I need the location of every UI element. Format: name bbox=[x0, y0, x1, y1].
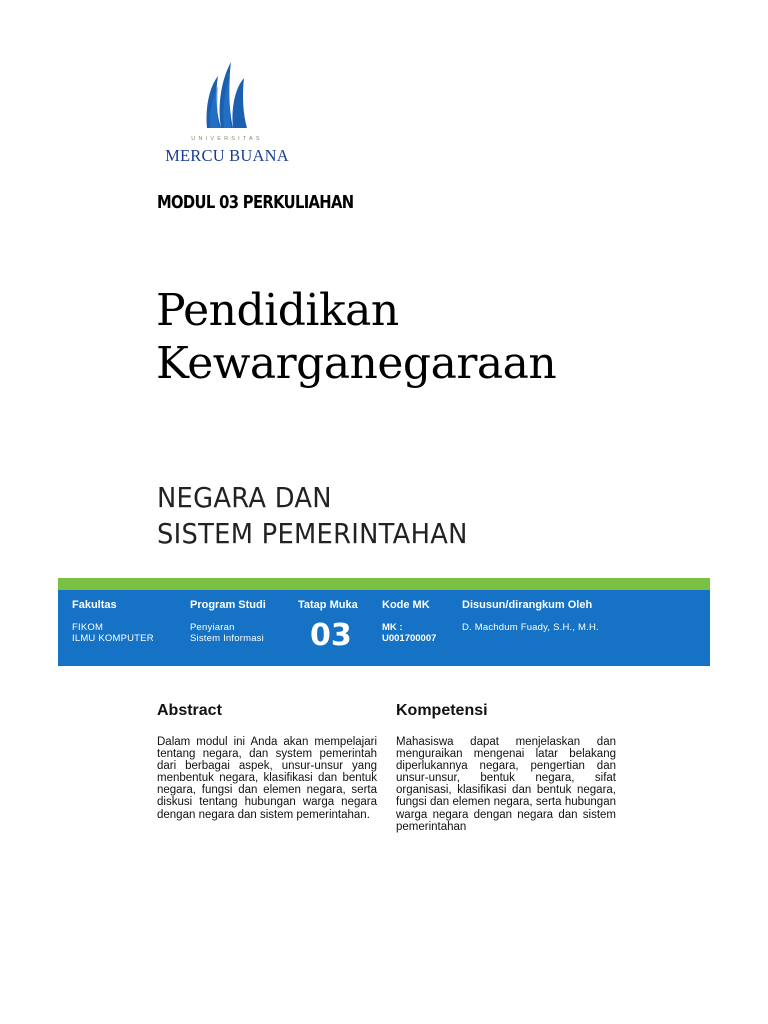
kompetensi-heading: Kompetensi bbox=[396, 702, 488, 719]
kode-mk-header: Kode MK bbox=[382, 599, 430, 611]
title-line-1: Pendidikan bbox=[156, 285, 399, 336]
fakultas-value: FIKOM bbox=[72, 622, 104, 633]
university-label: UNIVERSITAS bbox=[191, 136, 263, 142]
kompetensi-body: Mahasiswa dapat menjelaskan dan menguraikan mengenai latar belakang diperlukannya negara, pengertian dan unsur-unsur, bentuk negara, sifat organisasi, klasifikasi dan bentuk negara, fungsi dan elemen negara, serta hubungan warga negara dengan negara dan sistem pemerintahan bbox=[396, 736, 616, 833]
fakultas-value: ILMU KOMPUTER bbox=[72, 633, 154, 644]
abstract-body: Dalam modul ini Anda akan mempelajari tentang negara, dan system pemerintah dari berbagai aspek, unsur-unsur yang menbentuk negara, klasifikasi dan bentuk negara, fungsi dan elemen negara, serta diskusi tentang hubungan warga negara dengan negara dan sistem pemerintahan. bbox=[157, 736, 377, 821]
tatap-muka-header: Tatap Muka bbox=[298, 599, 358, 611]
title-line-2: Kewarganegaraan bbox=[156, 338, 557, 389]
program-studi-values bbox=[190, 622, 264, 644]
module-label: MODUL 03 PERKULIAHAN bbox=[157, 192, 354, 213]
brand-name: MERCU BUANA bbox=[165, 146, 289, 165]
program-studi-value: Penyiaran bbox=[190, 622, 235, 633]
disusun-header: Disusun/dirangkum Oleh bbox=[462, 599, 593, 611]
university-logo bbox=[162, 56, 292, 168]
disusun-value: D. Machdum Fuady, S.H., M.H. bbox=[462, 622, 599, 633]
fakultas-header: Fakultas bbox=[72, 599, 117, 611]
abstract-heading: Abstract bbox=[157, 702, 222, 719]
kode-mk-value: U001700007 bbox=[382, 633, 437, 644]
subtitle-line-2: SISTEM PEMERINTAHAN bbox=[157, 517, 468, 550]
accent-strip bbox=[58, 578, 710, 590]
subtitle-line-1: NEGARA DAN bbox=[157, 481, 332, 514]
tatap-muka-value: 03 bbox=[310, 618, 352, 653]
page-subtitle bbox=[157, 480, 468, 552]
page-title bbox=[156, 284, 556, 390]
program-studi-value: Sistem Informasi bbox=[190, 633, 264, 644]
fakultas-values bbox=[72, 622, 154, 644]
info-band bbox=[58, 590, 710, 666]
program-studi-header: Program Studi bbox=[190, 599, 266, 611]
kode-mk-values bbox=[382, 622, 436, 644]
kode-mk-label: MK : bbox=[382, 622, 403, 633]
flame-emblem-icon bbox=[204, 56, 250, 134]
